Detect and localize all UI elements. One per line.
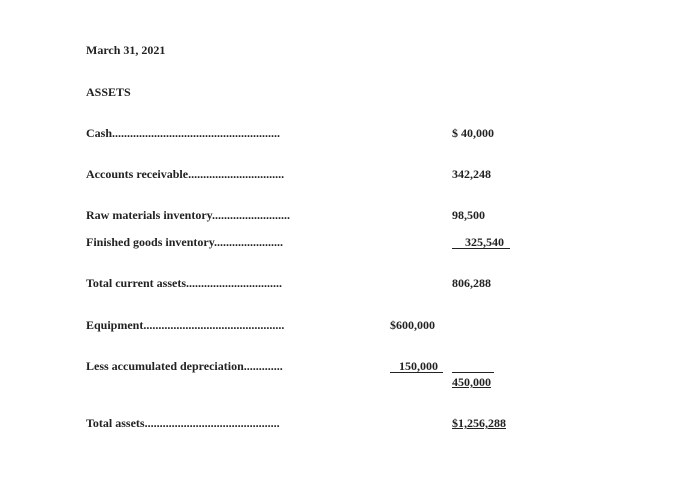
total-assets-label: Total assets............................................. [86,416,280,430]
total-current-assets-amount: 806,288 [452,276,491,290]
finished-goods-label: Finished goods inventory....................... [86,235,284,249]
statement-date: March 31, 2021 [86,43,166,57]
section-heading-assets: ASSETS [86,85,131,99]
raw-materials-label: Raw materials inventory.......................... [86,208,290,222]
raw-materials-amount: 98,500 [452,208,485,222]
equipment-amount: $600,000 [390,318,435,332]
accumulated-depreciation-label: Less accumulated depreciation............. [86,359,283,373]
accounts-receivable-label: Accounts receivable................................ [86,167,285,181]
net-equipment-amount: 450,000 [452,375,491,389]
accounts-receivable-amount: 342,248 [452,167,491,181]
cash-amount: $ 40,000 [452,126,494,140]
accumulated-depreciation-amount: 150,000 [399,359,438,373]
total-assets-amount: $1,256,288 [452,416,506,430]
cash-label: Cash........................................................ [86,126,281,140]
finished-goods-amount: 325,540 [465,235,504,249]
equipment-label: Equipment............................................... [86,318,285,332]
net-equipment-top-rule [452,372,494,373]
total-current-assets-label: Total current assets................................ [86,276,282,290]
